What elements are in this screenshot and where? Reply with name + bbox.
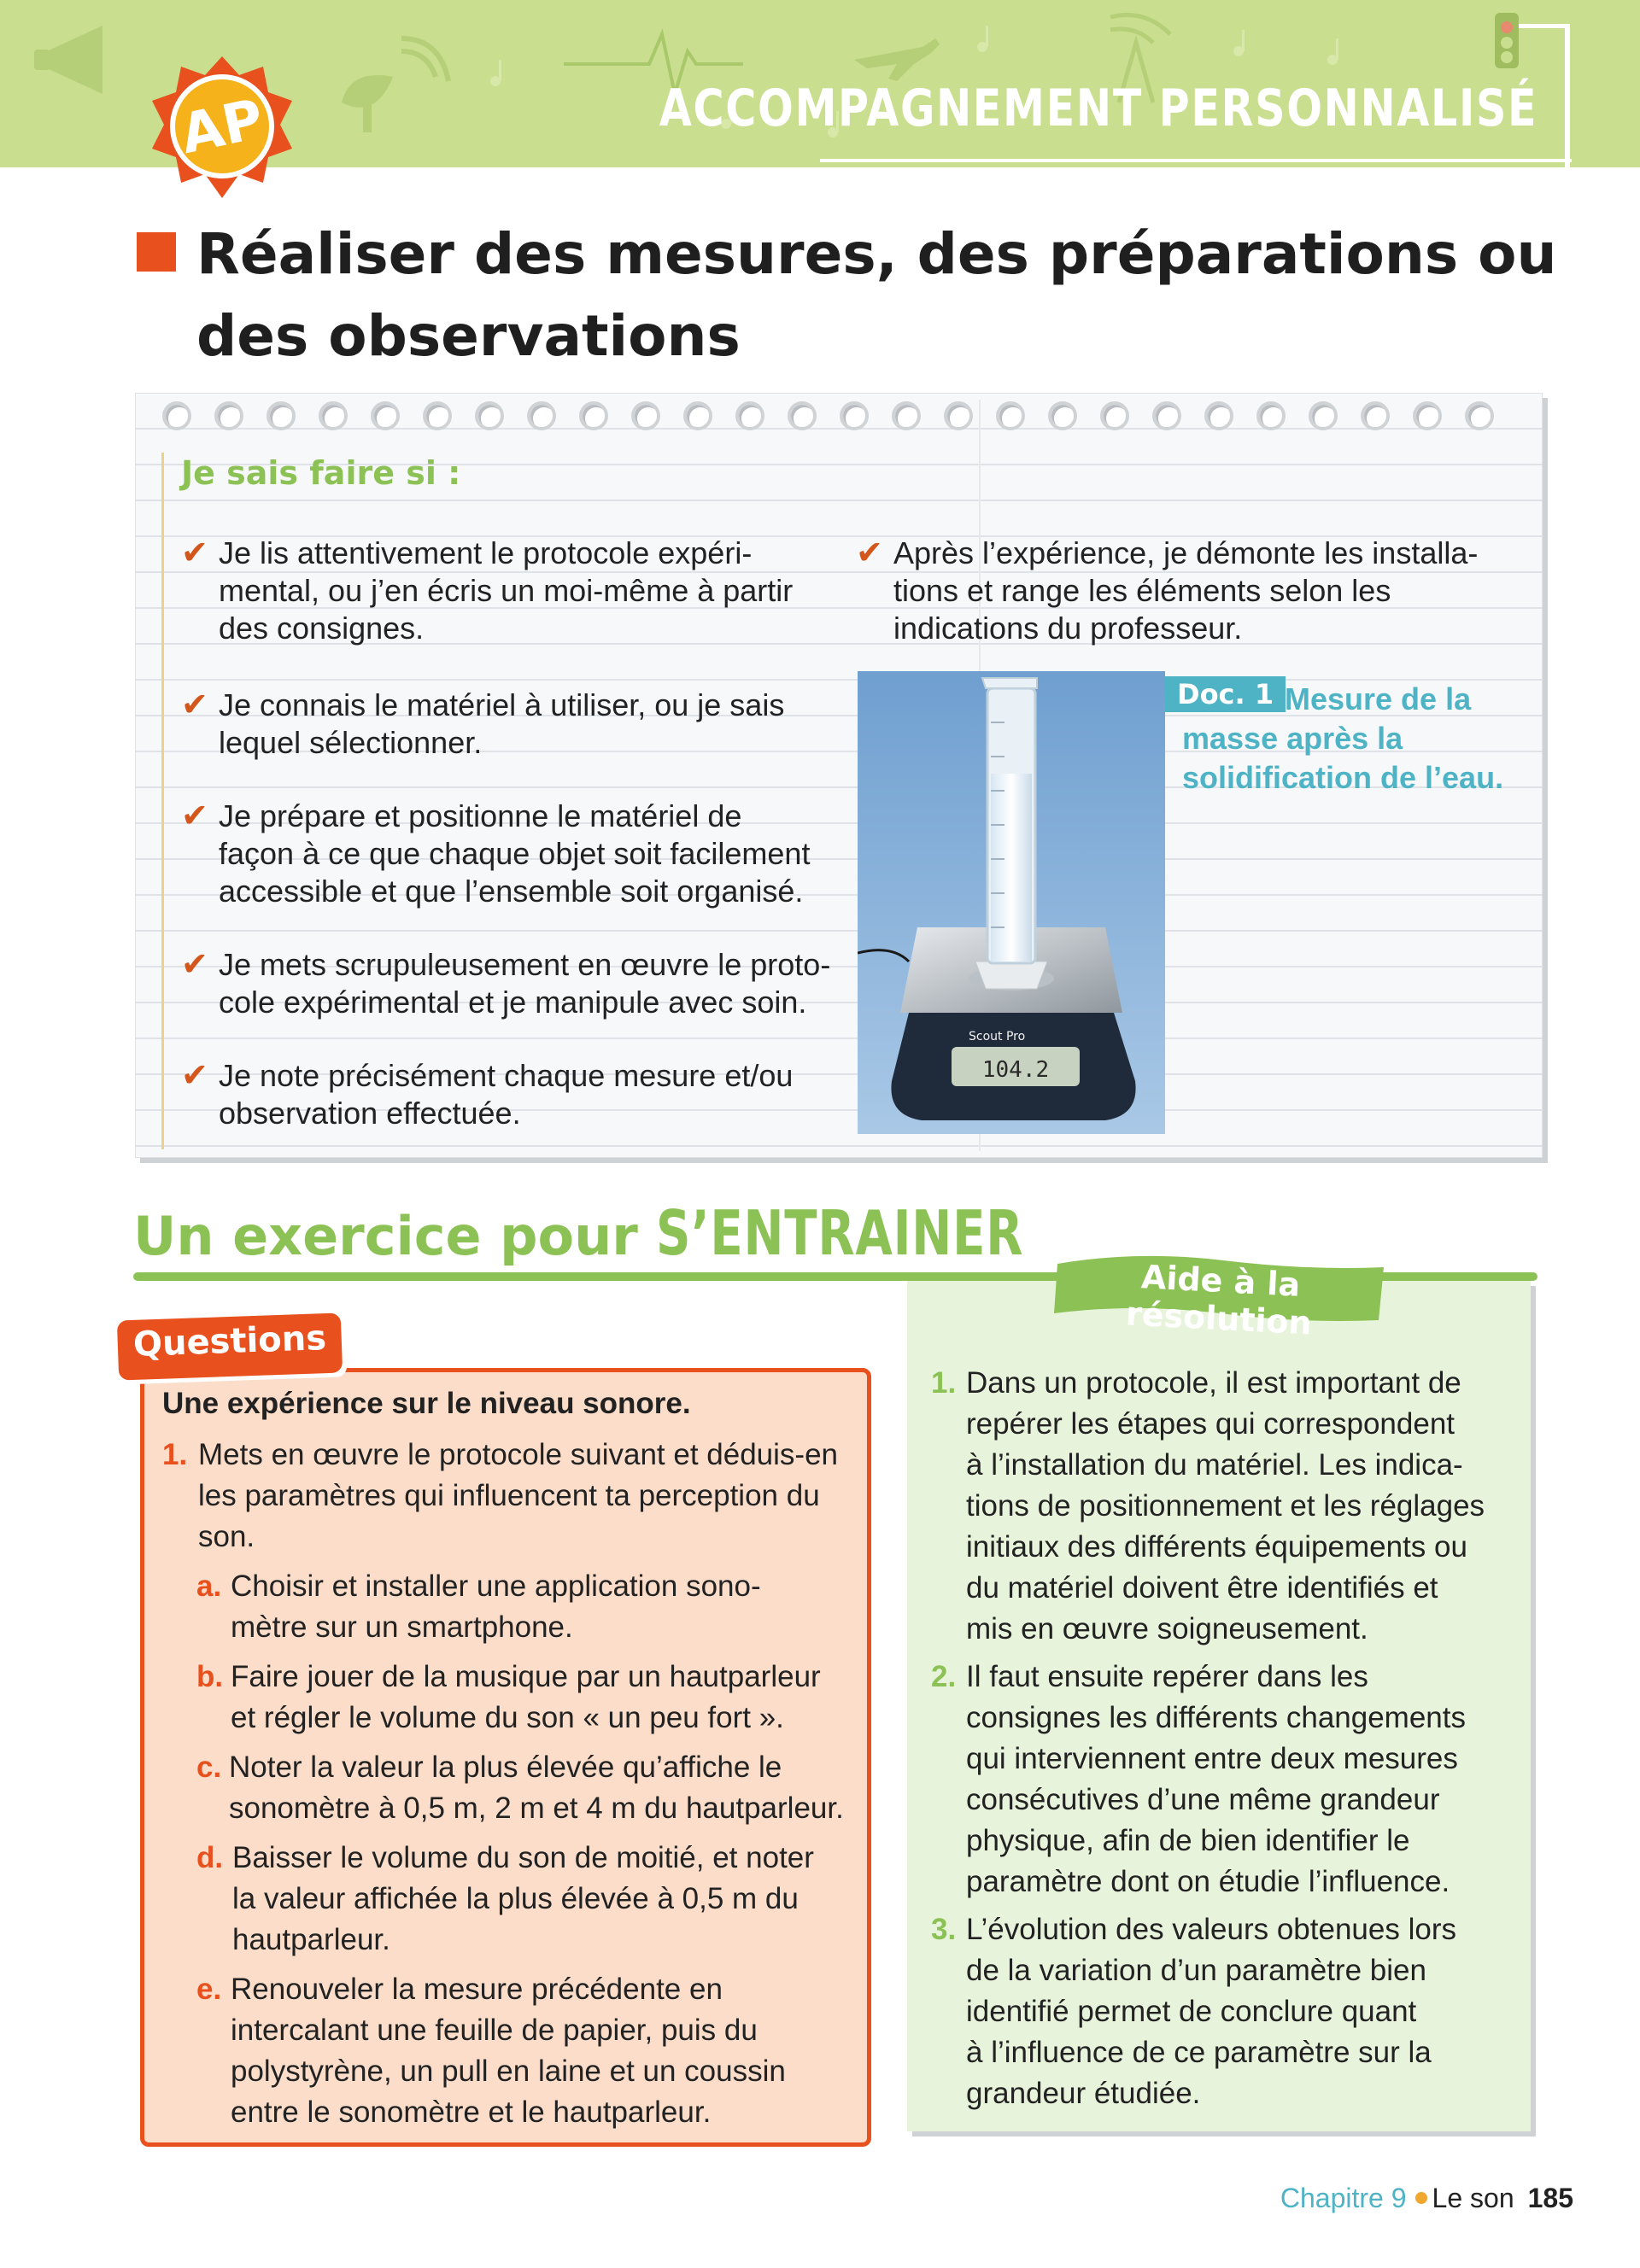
- binder-ring-icon: [631, 401, 660, 430]
- sub-question-letter: a.: [196, 1569, 222, 1603]
- notebook-margin: [161, 453, 164, 1149]
- sub-question-letter: e.: [196, 1973, 222, 2006]
- binder-ring-icon: [1204, 401, 1233, 430]
- sub-question-text: Choisir et installer une application sono- mètre sur un smartphone.: [231, 1569, 761, 1644]
- footer-dot-icon: [1415, 2192, 1427, 2204]
- traffic-light-icon: [1495, 13, 1570, 68]
- question-number: 1.: [162, 1438, 188, 1471]
- check-icon: ✔: [856, 535, 883, 571]
- help-number: 1.: [931, 1366, 957, 1400]
- doc1-photo: [858, 671, 1165, 1134]
- help-number: 2.: [931, 1660, 957, 1693]
- satellite-dish-icon: [342, 38, 448, 132]
- binder-ring-icon: [371, 401, 400, 430]
- binder-ring-icon: [162, 401, 191, 430]
- questions-intro: Une expérience sur le niveau sonore.: [162, 1387, 691, 1420]
- header-rule: [820, 159, 1572, 162]
- plane-icon: [854, 38, 940, 81]
- doc1-label: Doc. 1: [1165, 676, 1286, 712]
- sub-question-text: Noter la valeur la plus élevée qu’affiche le sonomètre à 0,5 m, 2 m et 4 m du hautparleur.: [229, 1751, 844, 1825]
- binder-ring-icon: [944, 401, 973, 430]
- help-text: Dans un protocole, il est important de repérer les étapes qui correspondent à l’installation du matériel. Les indica- tions de positionnement et les réglages initiaux des différents équipements ou du matériel doivent être identifiés et mis en œuvre soigneusement.: [966, 1366, 1485, 1645]
- question-text: Mets en œuvre le protocole suivant et déduis-en les paramètres qui influencent ta perception du son.: [198, 1438, 838, 1553]
- help-number: 3.: [931, 1913, 957, 1946]
- help-text: Il faut ensuite repérer dans les consignes les différents changements qui interviennent entre deux mesures consécutives d’une même grandeur physique, afin de bien identifier le paramètre dont on étudie l’influence.: [966, 1660, 1466, 1898]
- check-icon: ✔: [181, 947, 208, 983]
- binder-ring-icon: [683, 401, 712, 430]
- page-footer: [1280, 2183, 1573, 2214]
- help-text: L’évolution des valeurs obtenues lors de la variation d’un paramètre bien identifié permet de conclure quant à l’influence de ce paramètre sur la grandeur étudiée.: [966, 1913, 1456, 2110]
- sub-question-letter: b.: [196, 1660, 224, 1693]
- megaphone-icon: [34, 26, 102, 94]
- skills-heading: Je sais faire si :: [181, 454, 461, 492]
- exercise-title-accent: S’ENTRAINER: [656, 1197, 1024, 1269]
- notebook-rings: [162, 401, 1546, 435]
- sub-question-text: Renouveler la mesure précédente en intercalant une feuille de papier, puis du polystyrène, un pull en laine et un coussin entre le sonomètre et le hautparleur.: [231, 1973, 786, 2129]
- ap-badge-label: AP: [175, 87, 269, 167]
- check-icon: ✔: [181, 798, 208, 834]
- exercise-title-main: Un exercice pour: [133, 1205, 657, 1267]
- binder-ring-icon: [319, 401, 348, 430]
- header-post: [1565, 26, 1570, 167]
- section-title: Réaliser des mesures, des préparations ou des observations: [196, 221, 1557, 369]
- check-icon: ✔: [181, 687, 208, 723]
- questions-tab-label: Questions: [132, 1318, 327, 1365]
- footer-chapter: Chapitre 9: [1280, 2183, 1407, 2213]
- check-icon: ✔: [181, 1058, 208, 1094]
- binder-ring-icon: [423, 401, 452, 430]
- binder-ring-icon: [579, 401, 608, 430]
- header-title: ACCOMPAGNEMENT PERSONNALISÉ: [659, 79, 1538, 138]
- skill-item: ✔ Je lis attentivement le protocole expéri- mental, ou j’en écris un moi-même à partir des consignes.: [181, 535, 794, 646]
- binder-ring-icon: [788, 401, 817, 430]
- help-banner-label: Aide à la résolution: [1125, 1258, 1313, 1342]
- check-icon: ✔: [181, 535, 208, 571]
- scale-reading: 104.2: [981, 1057, 1050, 1083]
- skill-item: ✔ Après l’expérience, je démonte les installa- tions et range les éléments selon les indications du professeur.: [856, 535, 1479, 646]
- skill-item: ✔ Je connais le matériel à utiliser, ou je sais lequel sélectionner.: [181, 687, 785, 760]
- binder-ring-icon: [214, 401, 243, 430]
- binder-ring-icon: [1152, 401, 1181, 430]
- skill-item: ✔ Je note précisément chaque mesure et/ou observation effectuée.: [181, 1058, 794, 1131]
- binder-ring-icon: [996, 401, 1025, 430]
- binder-ring-icon: [1256, 401, 1286, 430]
- binder-ring-icon: [892, 401, 921, 430]
- doc1-caption: Mesure de la masse après la solidification de l’eau.: [1182, 681, 1504, 795]
- sub-question-text: Baisser le volume du son de moitié, et noter la valeur affichée la plus élevée à 0,5 m du hautparleur.: [232, 1841, 814, 1956]
- sub-question-text: Faire jouer de la musique par un hautparleur et régler le volume du son « un peu fort ».: [231, 1660, 821, 1734]
- binder-ring-icon: [1048, 401, 1077, 430]
- section-marker: [137, 232, 176, 272]
- binder-ring-icon: [1100, 401, 1129, 430]
- footer-topic: Le son: [1432, 2183, 1514, 2213]
- binder-ring-icon: [1309, 401, 1338, 430]
- binder-ring-icon: [1413, 401, 1442, 430]
- binder-ring-icon: [840, 401, 869, 430]
- sub-question-letter: c.: [196, 1751, 222, 1784]
- sub-question-letter: d.: [196, 1841, 224, 1874]
- binder-ring-icon: [1361, 401, 1390, 430]
- binder-ring-icon: [266, 401, 296, 430]
- binder-ring-icon: [527, 401, 556, 430]
- page-number: 185: [1527, 2183, 1573, 2213]
- binder-ring-icon: [735, 401, 764, 430]
- scale-brand: Scout Pro: [969, 1030, 1026, 1043]
- exercise-title: [133, 1197, 1128, 1269]
- binder-ring-icon: [475, 401, 504, 430]
- skill-item: ✔ Je mets scrupuleusement en œuvre le proto- cole expérimental et je manipule avec soin.: [181, 947, 831, 1020]
- skill-item: ✔ Je prépare et positionne le matériel de façon à ce que chaque objet soit facilement accessible et que l’ensemble soit organisé.: [181, 798, 811, 909]
- binder-ring-icon: [1465, 401, 1494, 430]
